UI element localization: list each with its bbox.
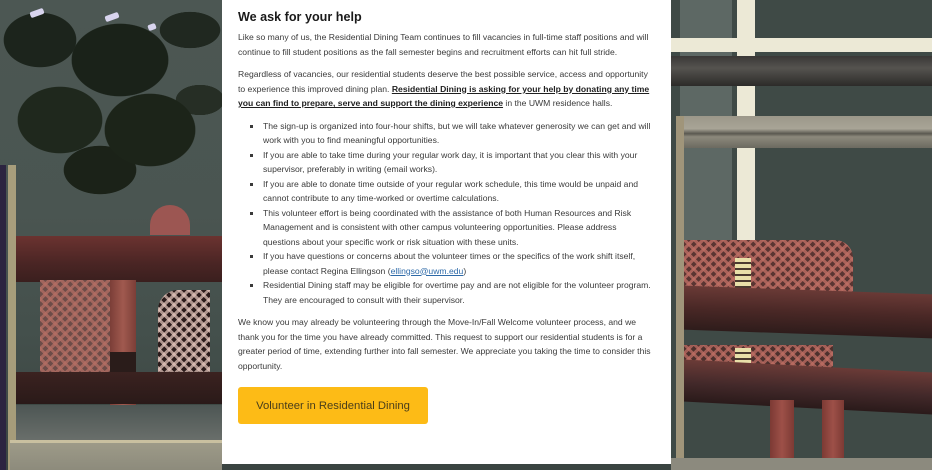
window-mullion-horizontal [671,38,932,52]
table-top-left [16,236,222,282]
contact-text: If you have questions or concerns about the volunteer times or the specifics of the work shift itself, please contact Regina Ellingson ( [263,251,636,276]
window-frame-right [676,116,684,470]
table-leg-band-left [110,352,136,372]
email-link[interactable]: ellingso@uwm.edu [390,265,464,276]
appeal-lead: Regardless of vacancies, our residential students deserve the best possible service, access and opportunity to experience this improved dining plan. [238,69,648,94]
appeal-emphasis: Residential Dining is asking for your help by donating any time you can find to prepare, serve and support the dining experience [238,83,650,108]
list-item: If you are able to donate time outside of your regular work schedule, this time would be unpaid and cannot contribute to any time-worked or overtime calculations. [238,177,655,206]
table-top-right [683,286,932,339]
window-sill-right [671,458,932,470]
tree-foliage [0,0,222,200]
intro-paragraph: Like so many of us, the Residential Dining Team continues to fill vacancies in full-time staff positions and will continue to fill student positions as the fall semester begins and recruitment efforts can hit full stride. [238,32,649,57]
bench-left [16,372,222,404]
list-item: If you are able to take time during your regular work day, it is important that you clear this with your supervisor, preferably in writing (email works). [238,148,655,177]
chair-mesh-left [40,280,120,380]
window-post-left [0,165,6,470]
list-item: Residential Dining staff may be eligible for overtime pay and are not eligible for the volunteer program. They are encouraged to consult with their supervisor. [238,278,655,307]
chair-mesh-left-2 [158,290,210,380]
appeal-tail: in the UWM residence halls. [503,98,613,108]
railing-dark [671,56,932,86]
section-title: We ask for your help [238,10,362,24]
closing-paragraph: We know you may already be volunteering through the Move-In/Fall Welcome volunteer process, and we thank you for the time you have already committed. This request to support our residential students is for a greater period of time, extending further into fall semester. We appreciate you taking the time to consider this opportunity. [238,317,651,371]
volunteer-button[interactable]: Volunteer in Residential Dining [238,387,428,424]
list-item: This volunteer effort is being coordinated with the assistance of both Human Resources and Risk Management and is consistent with other campus volunteering opportunities. Please address questions about your specific work or risk situation with these units. [238,206,655,250]
guidelines-list [238,119,655,308]
ground-left [16,405,222,441]
list-item-contact [238,249,655,278]
volunteer-info-card [222,0,671,464]
window-sill-left [10,440,222,470]
list-item: The sign-up is organized into four-hour shifts, but we will take whatever generosity we can get and will work with you to find meaningful opportunities. [238,119,655,148]
contact-text-close: ) [463,265,467,276]
window-frame-left [8,165,16,470]
railing-light [676,116,932,148]
appeal-paragraph [238,67,655,111]
